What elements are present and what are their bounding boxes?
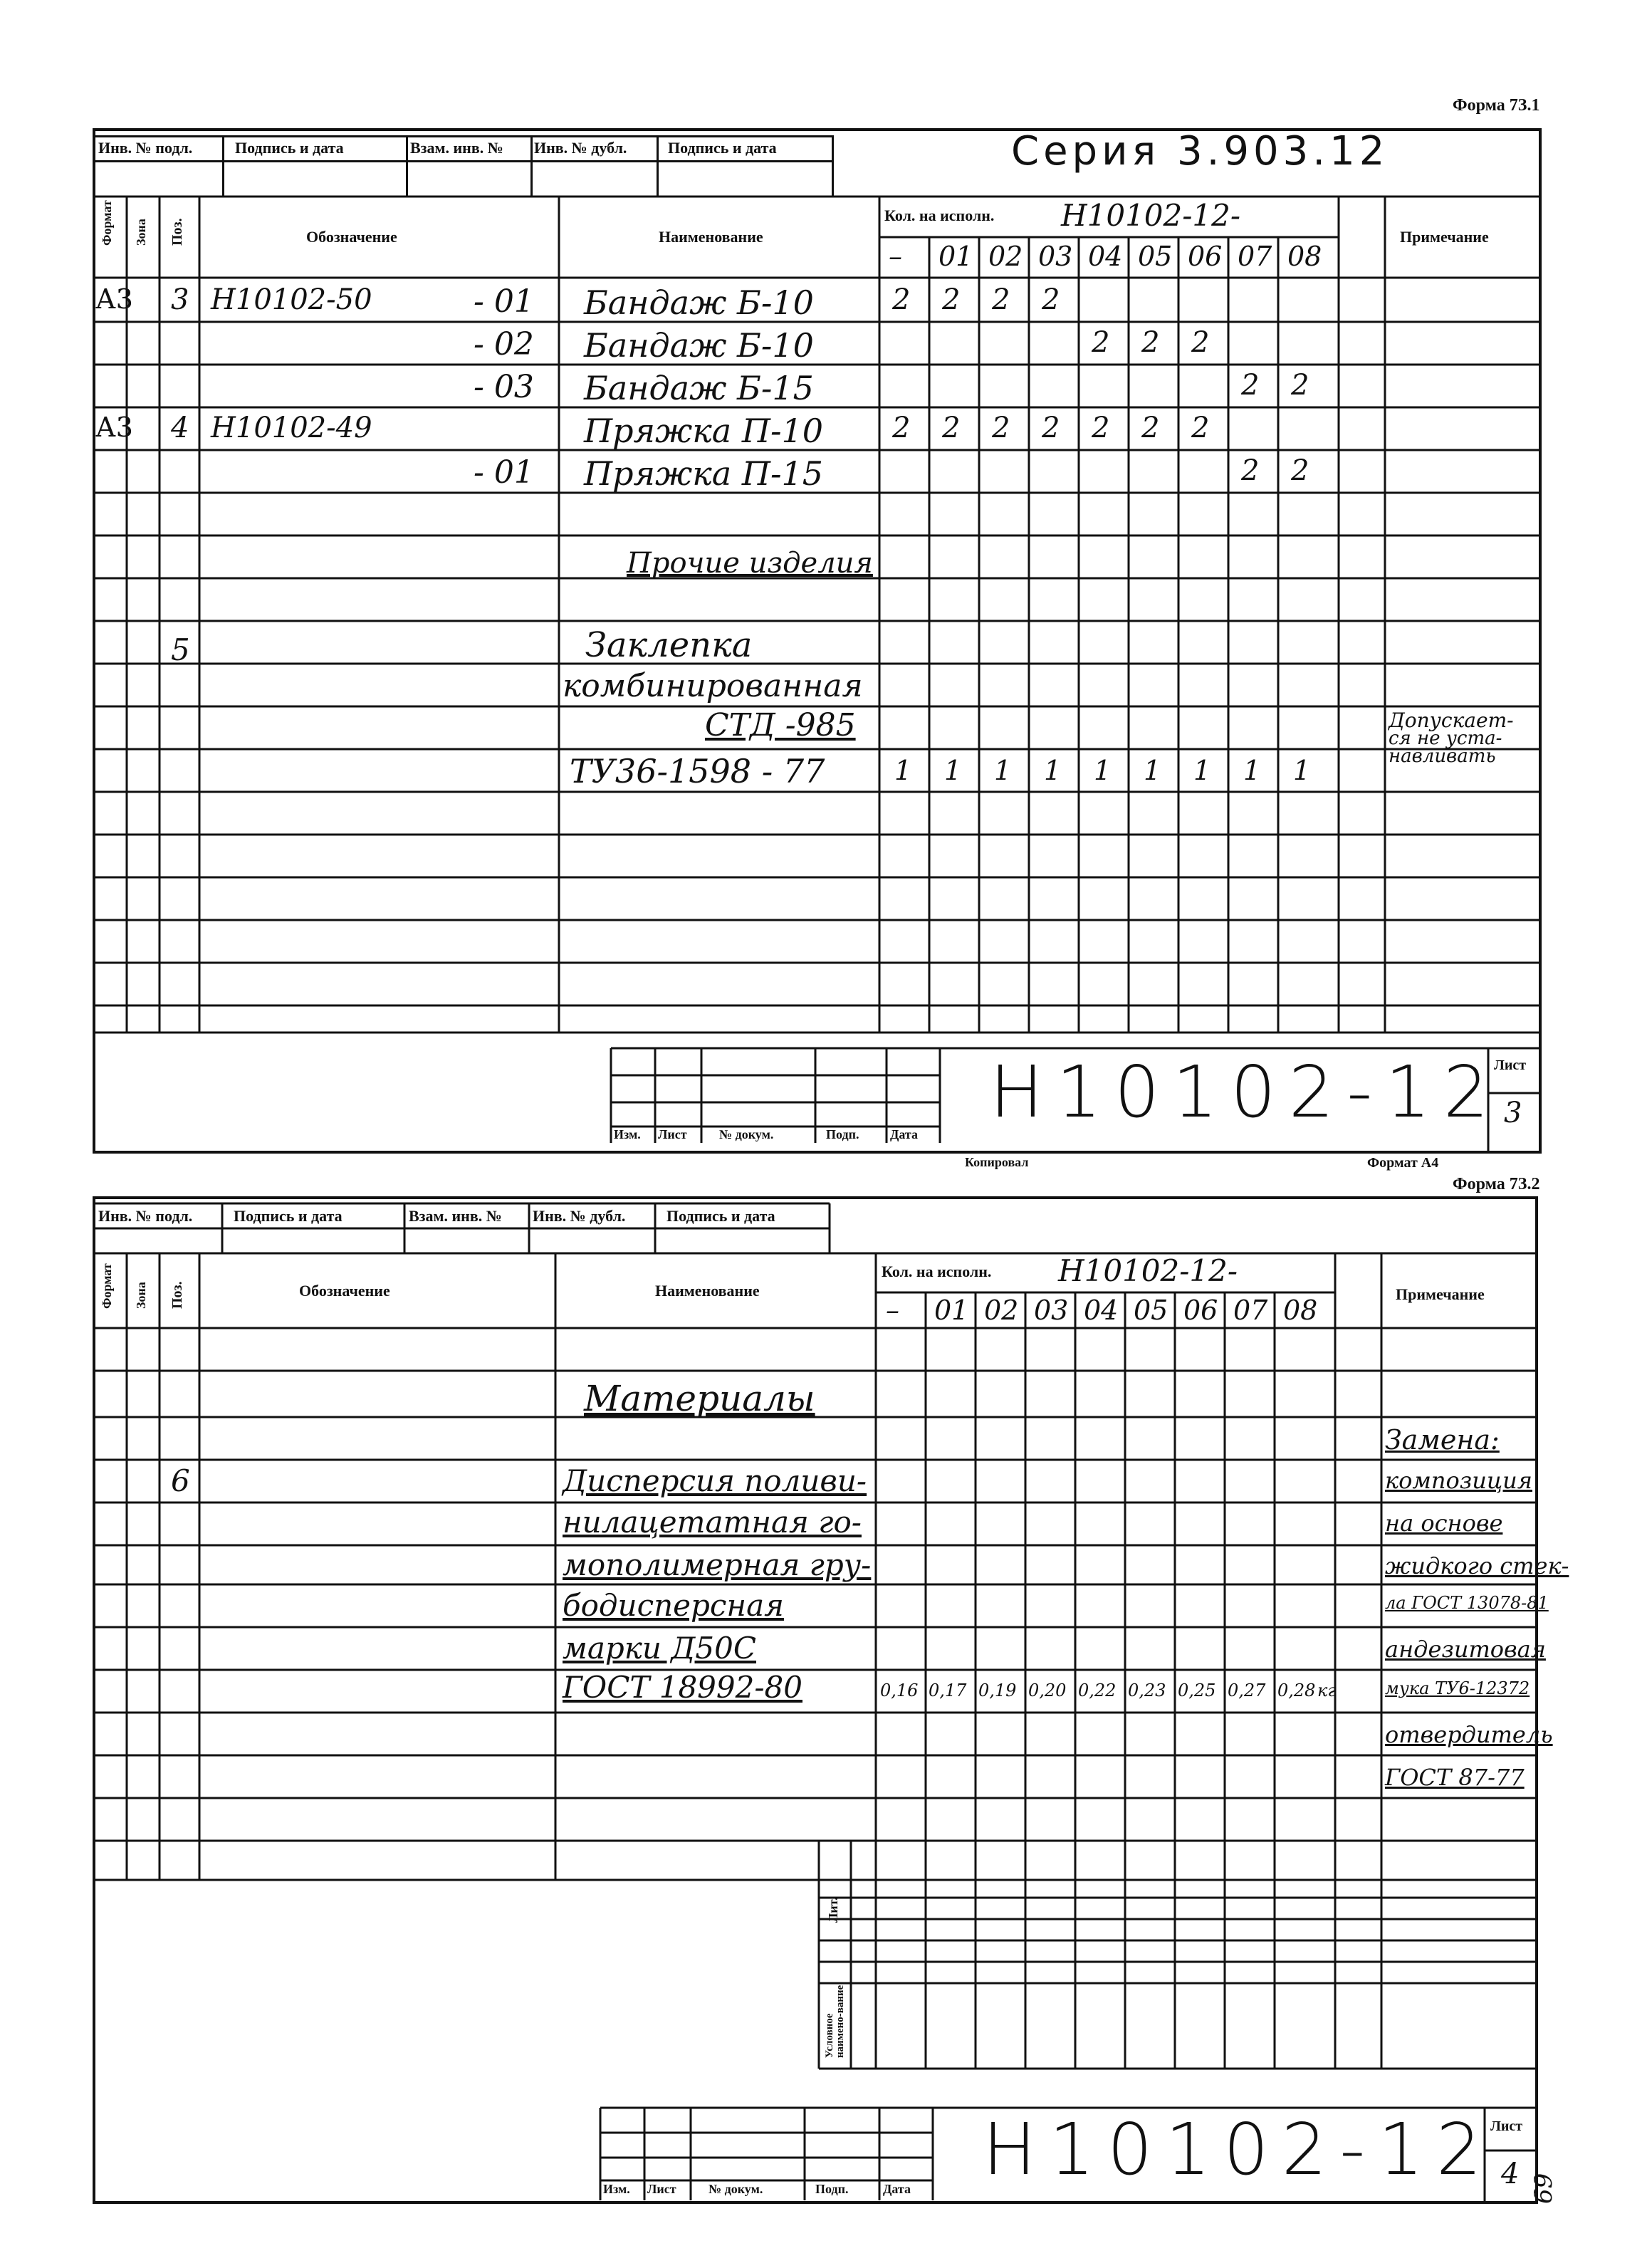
item5-qty-5: 1	[1144, 755, 1161, 786]
row-3-format: А3	[95, 412, 133, 443]
item5-qty-3: 1	[1044, 755, 1062, 786]
item6-note-line-0: Замена:	[1385, 1424, 1500, 1456]
variant-header-7: 07	[1238, 241, 1272, 272]
lit-label: Лит.	[826, 1897, 840, 1923]
item6-note-line-7: отвердитель	[1385, 1721, 1553, 1748]
stamp-1-document-title: Н10102-12	[990, 1050, 1502, 1134]
row-0-qty-1: 2	[942, 283, 961, 316]
row-3-name: Пряжка П-10	[584, 412, 824, 450]
stamp-2-col-doc: № докум.	[709, 2182, 763, 2196]
row-0-suffix: - 01	[474, 283, 534, 320]
row-4-suffix: - 01	[474, 454, 534, 491]
row-0-qty-3: 2	[1042, 283, 1060, 316]
row-0-name: Бандаж Б-10	[584, 283, 814, 322]
s2-qty-header: Кол. на исполн.	[882, 1263, 992, 1280]
item6-pos: 6	[171, 1463, 190, 1498]
variant-header-2: 02	[988, 241, 1023, 272]
designation-col-header: Обозначение	[306, 228, 397, 246]
s2-variant-header-2: 02	[984, 1295, 1019, 1326]
item6-qty-6: 0,25	[1178, 1681, 1216, 1700]
stamp-1-col-date: Дата	[890, 1127, 918, 1141]
row-1-name: Бандаж Б-10	[584, 326, 814, 365]
item6-note-line-3: жидкого стек-	[1385, 1552, 1569, 1579]
item5-note-1: Допускает-	[1389, 709, 1514, 732]
variant-header-3: 03	[1038, 241, 1073, 272]
row-0-format: А3	[95, 283, 133, 315]
item5-qty-2: 1	[994, 755, 1012, 786]
item6-note-line-8: ГОСТ 87-77	[1385, 1764, 1525, 1791]
row-1-qty-5: 2	[1141, 326, 1160, 359]
name-col-header: Наименование	[659, 228, 763, 246]
top-block-3-cell: Взам. инв. №	[410, 139, 503, 157]
item6-note-line-5: андезитовая	[1385, 1636, 1546, 1663]
s2-format-col-header: Формат	[100, 1263, 114, 1309]
row-4-name: Пряжка П-15	[584, 454, 824, 493]
stamp-1-sheet-label: Лист	[1494, 1057, 1527, 1073]
s2-zone-col-header: Зона	[134, 1282, 148, 1309]
item6-name-line-5: ГОСТ 18992-80	[563, 1670, 802, 1705]
row-3-qty-2: 2	[992, 412, 1010, 444]
stamp-2-col-izm: Изм.	[603, 2182, 630, 2196]
stamp-1-col-sign: Подп.	[826, 1127, 859, 1141]
stamp-1-col-izm: Изм.	[614, 1127, 641, 1141]
item5-qty-4: 1	[1094, 755, 1112, 786]
item5-note-2: ся не уста-	[1389, 728, 1502, 749]
s2-top-block-4-cell: Инв. № дубл.	[533, 1207, 626, 1225]
row-3-qty-6: 2	[1191, 412, 1210, 444]
stamp-2-sheet-number: 4	[1501, 2158, 1520, 2190]
item5-note-3: навливать	[1389, 746, 1496, 767]
stamp-2-col-sign: Подп.	[815, 2182, 849, 2196]
s2-variant-header-7: 07	[1233, 1295, 1268, 1326]
stamp-1-col-doc: № докум.	[719, 1127, 774, 1141]
s2-variant-header-1: 01	[934, 1295, 969, 1326]
row-2-qty-8: 2	[1291, 369, 1309, 402]
conditional-name-label: Условное наимено-вание	[824, 1985, 846, 2058]
item5-name-line-4: ТУ36-1598 - 77	[570, 752, 825, 790]
item6-qty-3: 0,20	[1028, 1681, 1067, 1700]
copied-by-label: Копировал	[965, 1155, 1029, 1169]
s2-variant-header-8: 08	[1283, 1295, 1318, 1326]
item6-qty-8: 0,28	[1277, 1681, 1316, 1700]
item6-note-line-2: на основе	[1385, 1510, 1503, 1537]
variant-header-8: 08	[1287, 241, 1322, 272]
row-2-qty-7: 2	[1241, 369, 1260, 402]
item6-name-line-1: нилацетатная го-	[563, 1505, 862, 1540]
s2-top-block-2-cell: Подпись и дата	[234, 1207, 343, 1225]
item5-name-line-2: комбинированная	[563, 668, 863, 704]
sheet-2-form-code: Форма 7З.2	[1453, 1175, 1540, 1193]
qty-header: Кол. на исполн.	[884, 207, 995, 224]
variant-header-4: 04	[1088, 241, 1123, 272]
s2-pos-col-header: Поз.	[169, 1281, 185, 1309]
stamp-1-sheet-number: 3	[1504, 1097, 1522, 1129]
row-2-suffix: - 03	[474, 369, 534, 405]
s2-note-col-header: Примечание	[1396, 1285, 1485, 1303]
s2-top-block-5-cell: Подпись и дата	[666, 1207, 775, 1225]
note-col-header: Примечание	[1400, 228, 1489, 246]
row-0-qty-2: 2	[992, 283, 1010, 316]
row-1-suffix: - 02	[474, 326, 534, 362]
stamp-2-col-date: Дата	[883, 2182, 911, 2196]
row-3-qty-1: 2	[942, 412, 961, 444]
sheet-1-form-code: Форма 7З.1	[1453, 96, 1540, 115]
variant-header-1: 01	[938, 241, 973, 272]
stamp-2-col-list: Лист	[647, 2182, 676, 2196]
top-block-2-cell: Подпись и дата	[235, 139, 344, 157]
pos-col-header: Поз.	[169, 218, 185, 246]
top-block-1-cell: Инв. № подл.	[98, 139, 193, 157]
stamp-1-col-list: Лист	[658, 1127, 687, 1141]
section-other-items: Прочие изделия	[627, 547, 873, 580]
item6-name-line-2: мополимерная гру-	[563, 1547, 872, 1582]
item6-qty-4: 0,22	[1078, 1681, 1117, 1700]
row-3-pos: 4	[171, 412, 189, 444]
top-block-5-cell: Подпись и дата	[668, 139, 777, 157]
row-0-pos: 3	[171, 283, 189, 316]
variant-header-6: 06	[1188, 241, 1223, 272]
s2-designation-col-header: Обозначение	[299, 1282, 390, 1300]
row-0-qty-0: 2	[892, 283, 911, 316]
row-4-qty-7: 2	[1241, 454, 1260, 487]
item6-qty-5: 0,23	[1128, 1681, 1166, 1700]
s2-variant-header: Н10102-12-	[1058, 1253, 1238, 1288]
item5-qty-8: 1	[1293, 755, 1311, 786]
item6-name-line-3: бодисперсная	[563, 1588, 784, 1623]
item5-name-line-3: СТД -985	[705, 707, 856, 743]
item6-qty-0: 0,16	[880, 1681, 919, 1700]
item6-unit: кг	[1317, 1681, 1337, 1700]
variant-header: Н10102-12-	[1061, 198, 1241, 233]
margin-page-number: 69	[1530, 2173, 1558, 2204]
item5-qty-6: 1	[1193, 755, 1211, 786]
item6-note-line-1: композиция	[1385, 1467, 1532, 1494]
s2-name-col-header: Наименование	[655, 1282, 760, 1300]
row-1-qty-4: 2	[1092, 326, 1110, 359]
item5-qty-1: 1	[944, 755, 962, 786]
variant-header-0: –	[889, 241, 902, 272]
item6-note-line-6: мука ТУ6-12372	[1385, 1678, 1530, 1698]
row-3-designation: Н10102-49	[211, 412, 372, 444]
format-a4-label: Формат А4	[1367, 1155, 1439, 1171]
s2-top-block-3-cell: Взам. инв. №	[409, 1207, 502, 1225]
s2-variant-header-4: 04	[1084, 1295, 1119, 1326]
item5-qty-0: 1	[894, 755, 912, 786]
row-3-qty-0: 2	[892, 412, 911, 444]
row-3-qty-4: 2	[1092, 412, 1110, 444]
series-label: Серия 3.903.12	[1011, 128, 1389, 174]
row-1-qty-6: 2	[1191, 326, 1210, 359]
item6-qty-7: 0,27	[1228, 1681, 1266, 1700]
s2-top-block-1-cell: Инв. № подл.	[98, 1207, 193, 1225]
item6-qty-1: 0,17	[929, 1681, 967, 1700]
stamp-2-sheet-label: Лист	[1490, 2118, 1523, 2134]
row-0-designation: Н10102-50	[211, 283, 372, 316]
stamp-2-document-title: Н10102-12	[983, 2108, 1495, 2191]
row-2-name: Бандаж Б-15	[584, 369, 814, 407]
section-materials: Материалы	[584, 1378, 815, 1419]
item5-qty-7: 1	[1243, 755, 1261, 786]
item6-qty-2: 0,19	[978, 1681, 1017, 1700]
s2-variant-header-6: 06	[1183, 1295, 1218, 1326]
top-block-4-cell: Инв. № дубл.	[534, 139, 627, 157]
s2-variant-header-3: 03	[1034, 1295, 1069, 1326]
item5-name-line-1: Заклепка	[585, 625, 753, 665]
format-col-header: Формат	[100, 200, 114, 246]
item6-name-line-0: Дисперсия поливи-	[563, 1463, 867, 1498]
s2-variant-header-5: 05	[1134, 1295, 1168, 1326]
zone-col-header: Зона	[134, 219, 148, 246]
row-3-qty-3: 2	[1042, 412, 1060, 444]
item6-note-line-4: ла ГОСТ 13078-81	[1385, 1593, 1549, 1613]
variant-header-5: 05	[1138, 241, 1173, 272]
item5-pos: 5	[171, 632, 190, 667]
row-4-qty-8: 2	[1291, 454, 1309, 487]
item6-name-line-4: марки Д50С	[563, 1631, 756, 1666]
row-3-qty-5: 2	[1141, 412, 1160, 444]
s2-variant-header-0: –	[886, 1295, 899, 1326]
